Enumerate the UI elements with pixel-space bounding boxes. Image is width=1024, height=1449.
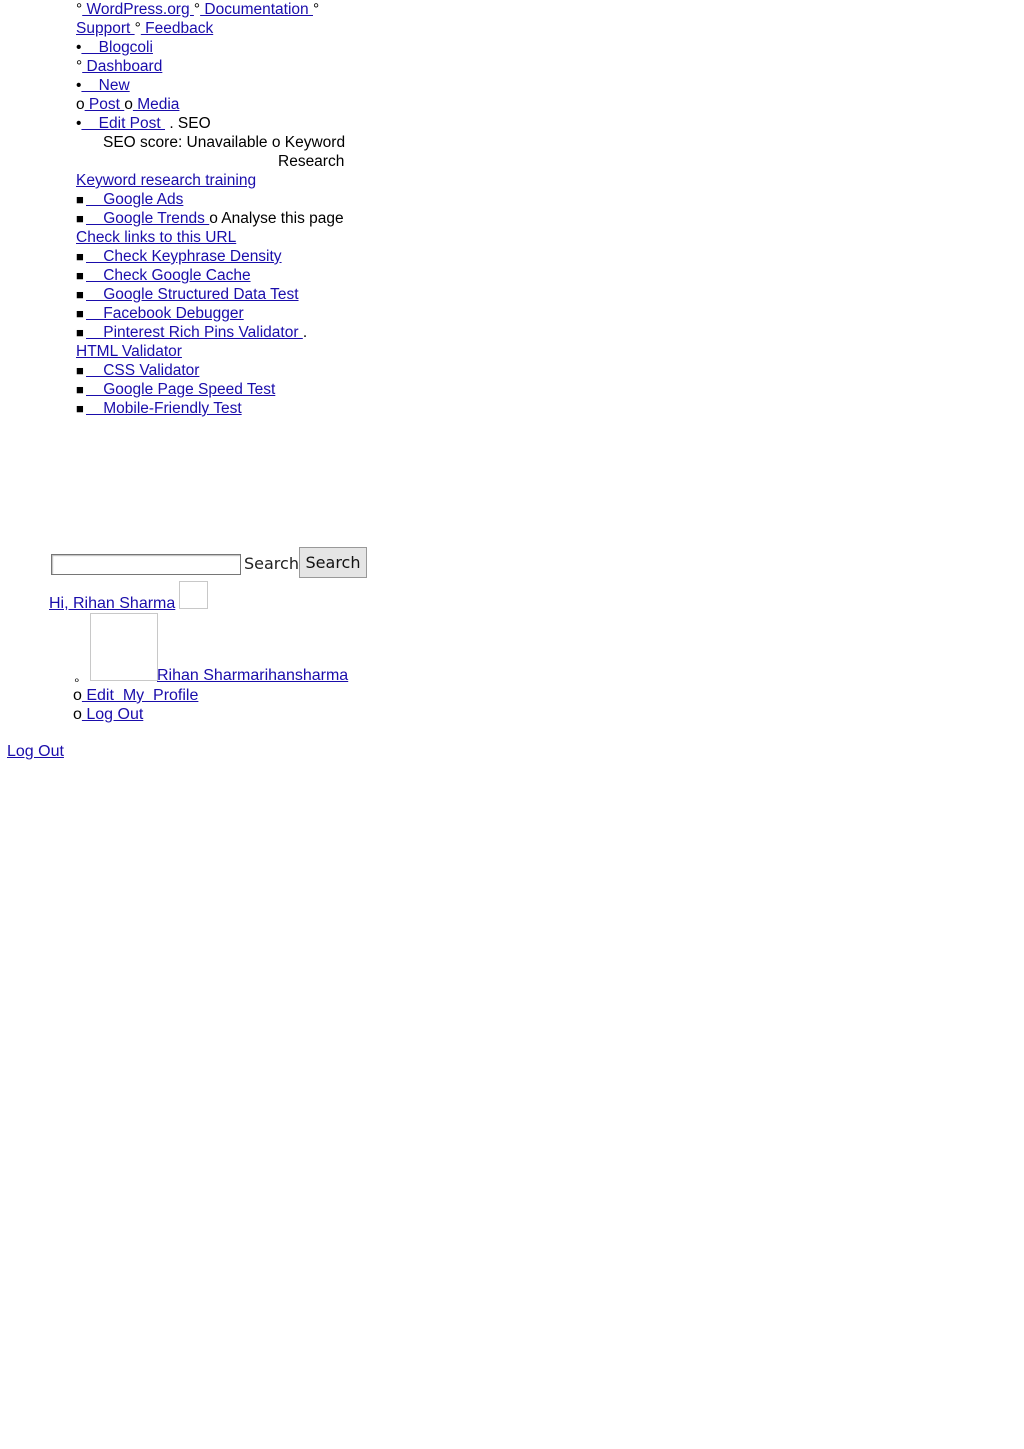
links-row-3 bbox=[76, 38, 153, 57]
support-link[interactable]: Support bbox=[76, 20, 135, 37]
keyword-research-training-link[interactable]: Keyword research training bbox=[76, 172, 257, 189]
square-marker: ■ bbox=[76, 268, 84, 283]
degree-marker: ° bbox=[193, 1, 201, 18]
edit-post-link[interactable]: Edit Post bbox=[81, 115, 165, 132]
links-row-17 bbox=[76, 304, 244, 323]
structured-data-link[interactable]: Google Structured Data Test bbox=[86, 286, 299, 303]
check-cache-link[interactable]: Check Google Cache bbox=[86, 267, 251, 284]
pinterest-validator-link[interactable]: Pinterest Rich Pins Validator bbox=[86, 324, 303, 341]
google-ads-link[interactable]: Google Ads bbox=[86, 191, 184, 208]
period-text: . bbox=[302, 324, 308, 341]
circle-marker: ∘ bbox=[73, 673, 81, 687]
o-marker: o bbox=[73, 687, 82, 704]
documentation-link[interactable]: Documentation bbox=[200, 1, 313, 18]
square-marker: ■ bbox=[76, 287, 84, 302]
links-row-22 bbox=[76, 399, 242, 418]
analyse-page-text: o Analyse this page bbox=[209, 210, 344, 227]
search-input[interactable] bbox=[51, 554, 241, 575]
css-validator-link[interactable]: CSS Validator bbox=[86, 362, 200, 379]
feedback-link[interactable]: Feedback bbox=[140, 20, 214, 37]
greeting-row bbox=[49, 594, 175, 613]
links-row-14 bbox=[76, 247, 282, 266]
research-row bbox=[278, 152, 344, 171]
square-marker: ■ bbox=[76, 401, 84, 416]
post-link[interactable]: Post bbox=[84, 96, 125, 113]
wordpress-org-link[interactable]: WordPress.org bbox=[82, 1, 194, 18]
avatar-large[interactable] bbox=[90, 613, 158, 681]
links-row-4 bbox=[76, 57, 162, 76]
check-keyphrase-link[interactable]: Check Keyphrase Density bbox=[86, 248, 282, 265]
dot-marker: • bbox=[76, 115, 82, 132]
links-row-6 bbox=[76, 95, 179, 114]
blogcoli-link[interactable]: Blogcoli bbox=[81, 39, 153, 56]
links-row-19 bbox=[76, 342, 182, 361]
html-validator-link[interactable]: HTML Validator bbox=[76, 343, 182, 360]
page-speed-link[interactable]: Google Page Speed Test bbox=[86, 381, 276, 398]
square-marker: ■ bbox=[76, 363, 84, 378]
new-link[interactable]: New bbox=[81, 77, 130, 94]
links-row-18 bbox=[76, 323, 307, 342]
o-marker: o bbox=[124, 96, 133, 113]
links-row-5 bbox=[76, 76, 130, 95]
logout-menu-row bbox=[73, 705, 143, 724]
degree-marker: ° bbox=[76, 58, 83, 75]
dot-marker: • bbox=[76, 77, 82, 94]
search-label: Search bbox=[244, 554, 299, 573]
dot-marker: • bbox=[76, 39, 82, 56]
square-marker: ■ bbox=[76, 211, 84, 226]
square-marker: ■ bbox=[76, 306, 84, 321]
mobile-friendly-link[interactable]: Mobile-Friendly Test bbox=[86, 400, 242, 417]
links-row-21 bbox=[76, 380, 275, 399]
seo-label: . SEO bbox=[169, 115, 211, 132]
dashboard-link[interactable]: Dashboard bbox=[82, 58, 163, 75]
seo-score-text: SEO score: Unavailable o Keyword bbox=[103, 134, 346, 151]
links-row-16 bbox=[76, 285, 299, 304]
search-button[interactable]: Search bbox=[299, 547, 367, 578]
logout-footer-link[interactable]: Log Out bbox=[7, 743, 64, 760]
facebook-debugger-link[interactable]: Facebook Debugger bbox=[86, 305, 244, 322]
links-row-13 bbox=[76, 228, 236, 247]
user-name-row bbox=[157, 666, 348, 685]
links-row-15 bbox=[76, 266, 251, 285]
links-row-1 bbox=[76, 0, 319, 19]
links-row-20 bbox=[76, 361, 199, 380]
degree-marker: ° bbox=[134, 20, 141, 37]
edit-profile-row bbox=[73, 686, 198, 705]
links-row-12 bbox=[76, 209, 344, 228]
links-row-10 bbox=[76, 171, 256, 190]
seo-score-row bbox=[103, 133, 345, 152]
logout-footer-row bbox=[7, 742, 64, 761]
logout-menu-link[interactable]: Log Out bbox=[81, 706, 144, 723]
square-marker: ■ bbox=[76, 382, 84, 397]
edit-profile-link[interactable]: Edit My Profile bbox=[81, 687, 199, 704]
links-row-2 bbox=[76, 19, 213, 38]
links-row-7 bbox=[76, 114, 211, 133]
google-trends-link[interactable]: Google Trends bbox=[86, 210, 210, 227]
square-marker: ■ bbox=[76, 249, 84, 264]
avatar[interactable] bbox=[179, 581, 208, 609]
o-marker: o bbox=[73, 706, 82, 723]
o-marker: o bbox=[76, 96, 85, 113]
links-row-11 bbox=[76, 190, 183, 209]
media-link[interactable]: Media bbox=[132, 96, 180, 113]
check-links-link[interactable]: Check links to this URL bbox=[76, 229, 237, 246]
research-text: Research bbox=[278, 153, 345, 170]
degree-marker: ° bbox=[76, 1, 83, 18]
square-marker: ■ bbox=[76, 192, 84, 207]
degree-marker: ° bbox=[312, 1, 320, 18]
square-marker: ■ bbox=[76, 325, 84, 340]
user-name-link[interactable]: Rihan Sharmarihansharma bbox=[157, 667, 349, 684]
greeting-link[interactable]: Hi, Rihan Sharma bbox=[49, 595, 176, 612]
